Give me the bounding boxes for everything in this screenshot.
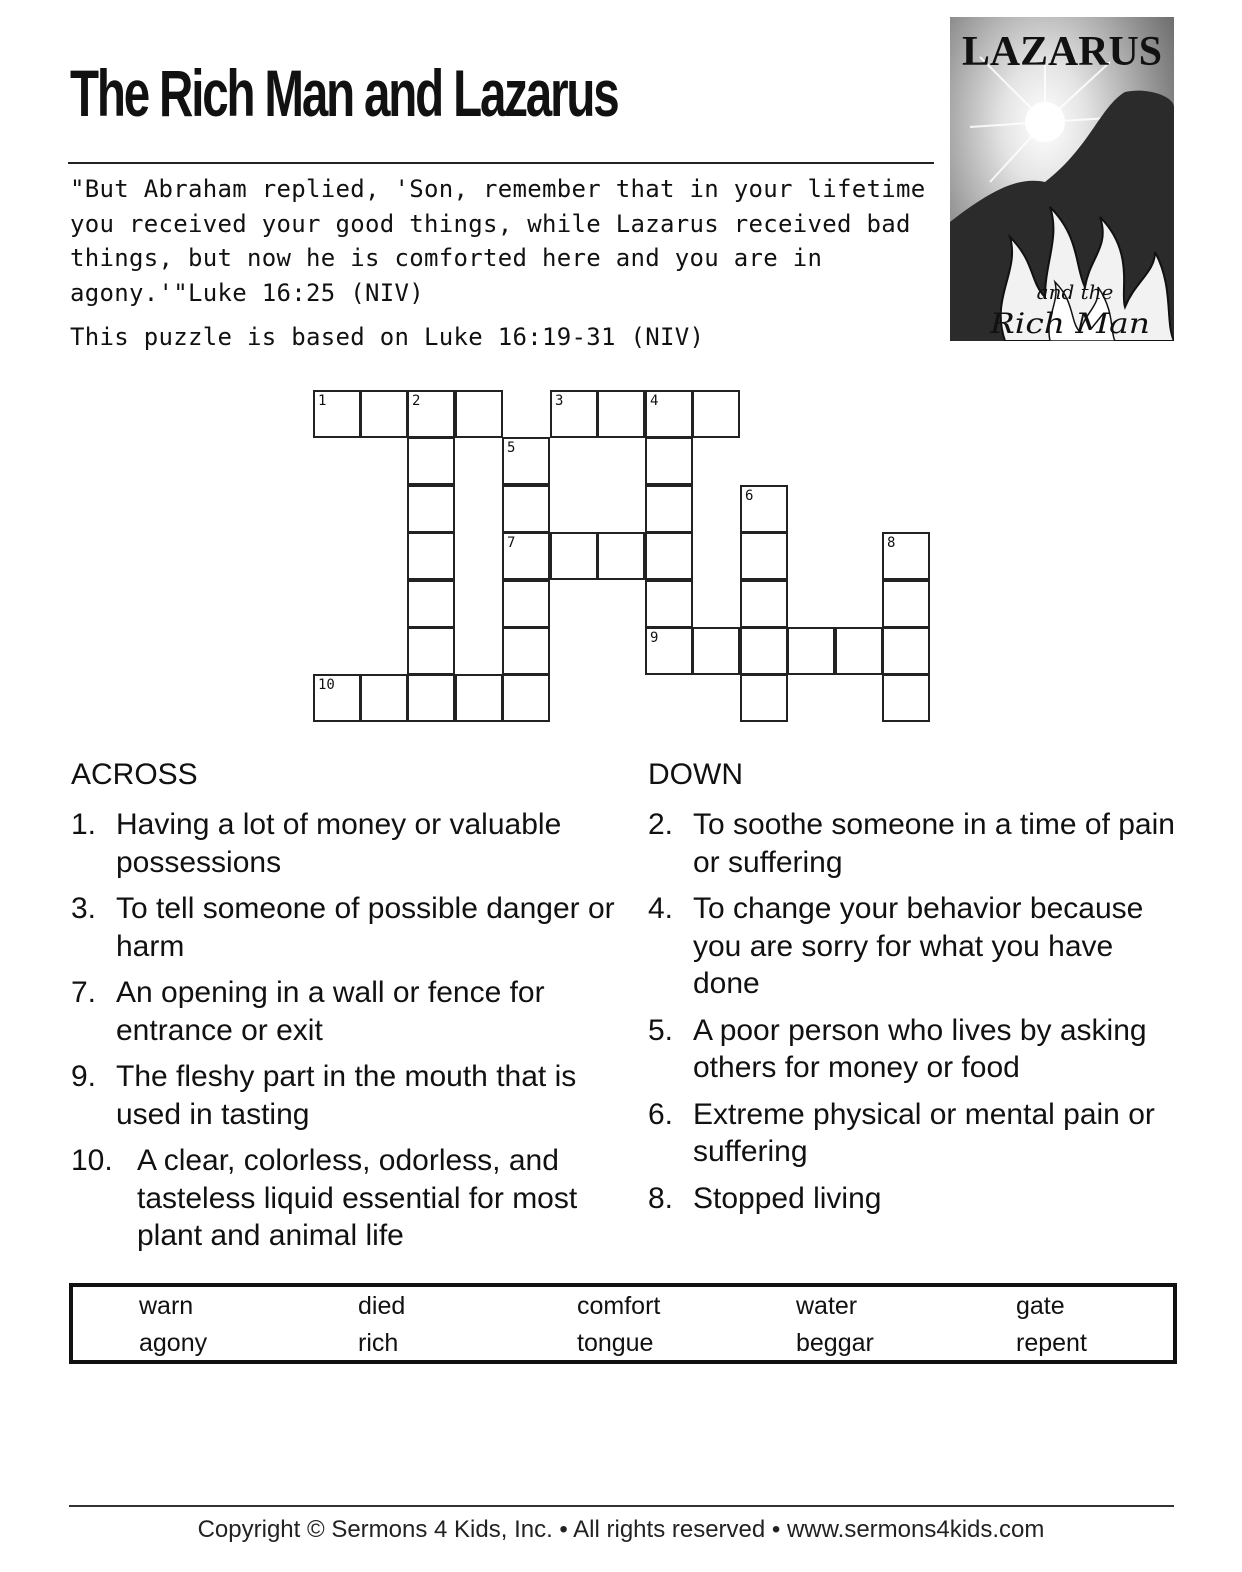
across-clue <box>71 806 631 881</box>
crossword-cell[interactable] <box>882 627 930 675</box>
across-clues <box>71 806 631 1264</box>
word-bank-item: rich <box>358 1329 399 1357</box>
crossword-cell[interactable] <box>407 674 455 722</box>
crossword-cell[interactable] <box>645 627 693 675</box>
crossword-cell[interactable] <box>597 390 645 438</box>
down-clues <box>648 806 1188 1226</box>
down-clue <box>648 1096 1188 1171</box>
clue-text: The fleshy part in the mouth that is used in tasting <box>116 1060 577 1131</box>
across-clue <box>71 1058 631 1133</box>
page-title: The Rich Man and Lazarus <box>70 56 618 130</box>
down-clue <box>648 806 1188 881</box>
crossword-cell[interactable] <box>740 532 788 580</box>
crossword-cell[interactable] <box>597 532 645 580</box>
word-bank <box>69 1283 1177 1364</box>
crossword-cell[interactable] <box>882 674 930 722</box>
crossword-cell[interactable] <box>455 390 503 438</box>
scripture-verse: "But Abraham replied, 'Son, remember that in your lifetime you received your good things, while Lazarus received bad things, but now he is comforted here and you are in agony.'"Luke 16:25 (NIV) <box>70 175 926 307</box>
word-bank-item: water <box>796 1292 858 1320</box>
clue-number: 8 <box>887 535 896 551</box>
clue-num: 8. <box>648 1181 674 1215</box>
clue-number: 10 <box>318 677 335 693</box>
copyright-footer: Copyright © Sermons 4 Kids, Inc. • All rights reserved • www.sermons4kids.com <box>197 1516 1045 1543</box>
crossword-cell[interactable] <box>550 390 598 438</box>
crossword-cell[interactable] <box>645 437 693 485</box>
crossword-cell[interactable] <box>787 627 835 675</box>
clue-text: To soothe someone in a time of pain or suffering <box>693 808 1175 879</box>
crossword-cell[interactable] <box>645 390 693 438</box>
clue-text: To change your behavior because you are sorry for what you have done <box>693 892 1144 1000</box>
crossword-cell[interactable] <box>407 485 455 533</box>
word-bank-item: gate <box>1016 1292 1065 1320</box>
crossword-cell[interactable] <box>740 674 788 722</box>
across-clue <box>71 890 631 965</box>
clue-num: 9. <box>71 1060 97 1093</box>
word-bank-item: beggar <box>796 1329 874 1357</box>
clue-num: 10. <box>71 1144 113 1177</box>
clue-text: Extreme physical or mental pain or suffering <box>693 1097 1155 1168</box>
crossword-cell[interactable] <box>692 627 740 675</box>
crossword-cell[interactable] <box>502 627 550 675</box>
clue-num: 1. <box>71 808 97 841</box>
cover-and-the: and the <box>1036 280 1114 304</box>
clue-text: Stopped living <box>693 1181 882 1215</box>
footer-divider <box>69 1505 1174 1507</box>
clue-number: 6 <box>745 488 754 504</box>
crossword-cell[interactable] <box>455 674 503 722</box>
down-heading: DOWN <box>648 758 743 791</box>
down-clue <box>648 1012 1188 1087</box>
clue-number: 9 <box>650 630 659 646</box>
crossword-cell[interactable] <box>692 390 740 438</box>
crossword-cell[interactable] <box>882 580 930 628</box>
crossword-cell[interactable] <box>502 437 550 485</box>
crossword-cell[interactable] <box>360 674 408 722</box>
clue-num: 5. <box>648 1013 674 1047</box>
title-divider <box>68 162 934 164</box>
crossword-cell[interactable] <box>740 485 788 533</box>
clue-text: A clear, colorless, odorless, and tasteless liquid essential for most plant and animal life <box>137 1144 578 1252</box>
clue-number: 1 <box>318 393 327 409</box>
clue-number: 7 <box>507 535 516 551</box>
crossword-cell[interactable] <box>407 390 455 438</box>
crossword-cell[interactable] <box>360 390 408 438</box>
clue-num: 2. <box>648 808 674 841</box>
clue-text: To tell someone of possible danger or harm <box>116 892 615 963</box>
crossword-cell[interactable] <box>313 674 361 722</box>
cover-rich-man: Rich Man <box>988 307 1150 340</box>
crossword-cell[interactable] <box>407 532 455 580</box>
word-bank-item: agony <box>139 1329 208 1357</box>
crossword-cell[interactable] <box>645 580 693 628</box>
lazarus-cover-image <box>950 17 1174 341</box>
clue-number: 4 <box>650 393 659 409</box>
word-bank-item: repent <box>1016 1329 1087 1357</box>
crossword-cell[interactable] <box>645 532 693 580</box>
clue-num: 3. <box>71 892 97 925</box>
crossword-cell[interactable] <box>407 580 455 628</box>
clue-text: Having a lot of money or valuable possessions <box>116 808 562 879</box>
crossword-cell[interactable] <box>740 627 788 675</box>
sun <box>1025 102 1065 142</box>
clue-number: 3 <box>555 393 564 409</box>
crossword-cell[interactable] <box>835 627 883 675</box>
crossword-cell[interactable] <box>550 532 598 580</box>
crossword-cell[interactable] <box>502 485 550 533</box>
clue-num: 7. <box>71 976 97 1009</box>
across-heading: ACROSS <box>71 758 198 791</box>
cover-title: LAZARUS <box>962 29 1162 75</box>
scripture-reference: This puzzle is based on Luke 16:19-31 (NIV) <box>70 323 705 351</box>
crossword-cell[interactable] <box>502 674 550 722</box>
across-clue <box>71 974 631 1049</box>
clue-num: 4. <box>648 892 674 925</box>
clue-number: 2 <box>412 393 421 409</box>
clue-number: 5 <box>507 440 516 456</box>
crossword-cell[interactable] <box>313 390 361 438</box>
word-bank-item: comfort <box>577 1292 661 1320</box>
crossword-cell[interactable] <box>407 437 455 485</box>
clue-text: A poor person who lives by asking others for money or food <box>693 1013 1147 1084</box>
crossword-cell[interactable] <box>740 580 788 628</box>
across-clue <box>71 1142 631 1255</box>
crossword-cell[interactable] <box>502 532 550 580</box>
crossword-cell[interactable] <box>502 580 550 628</box>
clue-text: An opening in a wall or fence for entrance or exit <box>116 976 545 1047</box>
word-bank-item: tongue <box>577 1329 654 1357</box>
crossword-cell[interactable] <box>645 485 693 533</box>
crossword-cell[interactable] <box>407 627 455 675</box>
word-bank-item: died <box>358 1292 406 1320</box>
clue-num: 6. <box>648 1097 674 1131</box>
word-bank-item: warn <box>139 1292 194 1320</box>
crossword-cell[interactable] <box>882 532 930 580</box>
down-clue <box>648 890 1188 1003</box>
down-clue <box>648 1180 1188 1218</box>
